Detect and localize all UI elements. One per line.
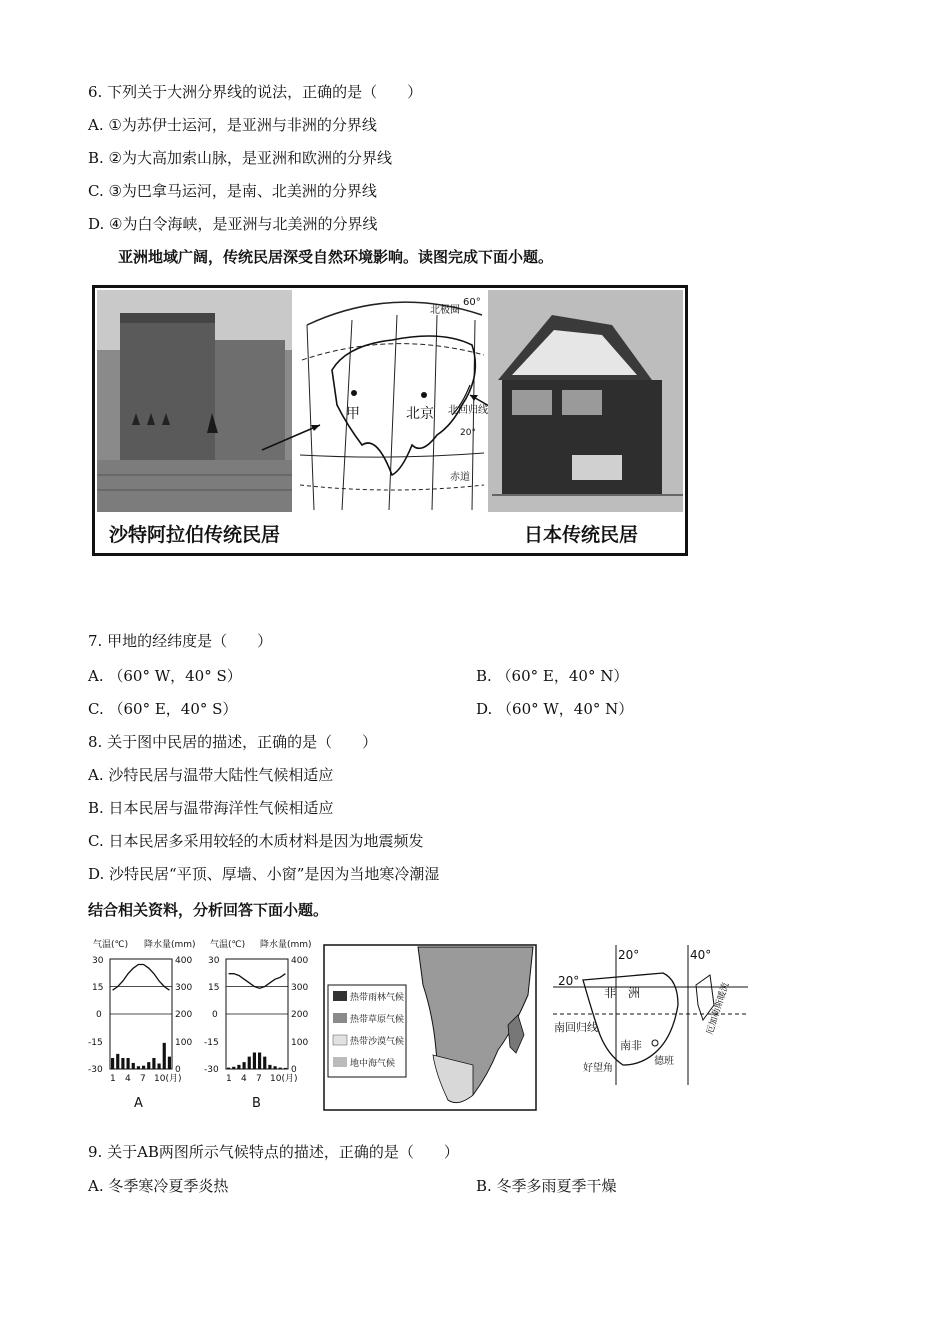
chart-b-precip-bar (253, 1053, 256, 1070)
chart-a-temp-tick: 0 (96, 1010, 102, 1020)
chart-a-precip-bar (127, 1058, 130, 1069)
legend-desert: 热带沙漠气候 (350, 1037, 405, 1047)
chart-b-precip-bar (248, 1057, 251, 1069)
chart-b-month-tick: 4 (241, 1074, 247, 1084)
chart-a-temp-tick: 30 (92, 956, 104, 966)
q8-option-d: D. 沙特民居“平顶、厚墙、小窗”是因为当地寒冷潮湿 (88, 865, 440, 883)
map-lat-20: 20° (460, 428, 476, 438)
q8-option-b: B. 日本民居与温带海洋性气候相适应 (88, 799, 334, 817)
sa-map-cape: 好望角 (583, 1063, 613, 1074)
chart-b-precip-bar (243, 1062, 246, 1069)
chart-a-precip-bar (137, 1066, 140, 1069)
south-africa-map (553, 945, 748, 1085)
q6-option-a: A. ①为苏伊士运河，是亚洲与非洲的分界线 (88, 116, 377, 134)
chart-b-precip-tick: 300 (291, 983, 309, 993)
chart-b-precip-bar (268, 1065, 271, 1069)
sa-map-south-africa: 南非 (620, 1039, 642, 1052)
q8-stem: 8. 关于图中民居的描述，正确的是（ ） (88, 733, 378, 751)
chart-b-precip-bar (232, 1067, 235, 1069)
q9-stem: 9. 关于AB两图所示气候特点的描述，正确的是（ ） (88, 1143, 459, 1161)
chart-a-precip-tick: 200 (175, 1010, 193, 1020)
japan-house-photo (488, 290, 683, 512)
chart-b-precip-bar (274, 1066, 277, 1069)
q8-option-a: A. 沙特民居与温带大陆性气候相适应 (88, 766, 334, 784)
chart-b-precip-tick: 200 (291, 1010, 309, 1020)
saudi-caption: 沙特阿拉伯传统民居 (109, 524, 281, 546)
sa-map-durban: 德班 (654, 1056, 674, 1067)
chart-b-precip-bar (258, 1053, 261, 1070)
legend-swatch-rainforest (333, 991, 347, 1001)
asia-dwellings-figure (92, 285, 688, 557)
sa-map-tropic-capricorn: 南回归线 (554, 1021, 598, 1034)
chart-a-precip-bar (111, 1058, 114, 1069)
chart-a-label: A (134, 1096, 143, 1111)
q6-option-c: C. ③为巴拿马运河，是南、北美洲的分界线 (88, 182, 377, 200)
chart-a-precip-bar (152, 1058, 155, 1069)
map-lat-60: 60° (463, 297, 481, 308)
map-tropic-cancer: 北回归线 (448, 405, 488, 416)
japan-caption: 日本传统民居 (524, 524, 639, 546)
chart-a-precip-bar (163, 1043, 166, 1069)
climate-figure (88, 935, 758, 1115)
legend-savanna: 热带草原气候 (350, 1015, 405, 1025)
chart-a-month-tick: 7 (140, 1074, 146, 1084)
map-label-beijing: 北京 (406, 406, 434, 422)
chart-a-temp-tick: -30 (88, 1065, 103, 1075)
chart-b-label: B (252, 1096, 261, 1111)
intro-asia: 亚洲地域广阔，传统民居深受自然环境影响。读图完成下面小题。 (118, 248, 554, 266)
chart-b-month-tick: 7 (256, 1074, 262, 1084)
legend-swatch-savanna (333, 1013, 347, 1023)
chart-a-precip-tick: 400 (175, 956, 193, 966)
map-label-jia: 甲 (346, 406, 360, 422)
sa-map-lat-20: 20° (558, 974, 580, 988)
chart-b-month-tick: 10(月) (270, 1074, 298, 1084)
chart-b-precip-axis-label: 降水量(mm) (260, 940, 312, 950)
chart-b-month-tick: 1 (226, 1074, 232, 1084)
chart-a-month-tick: 1 (110, 1074, 116, 1084)
q9-option-b: B. 冬季多雨夏季干燥 (476, 1177, 617, 1195)
chart-b-temp-axis-label: 气温(℃) (210, 940, 246, 950)
intro-climate: 结合相关资料，分析回答下面小题。 (88, 901, 329, 919)
q6-option-b: B. ②为大高加索山脉，是亚洲和欧洲的分界线 (88, 149, 393, 167)
sa-map-africa: 非 洲 (604, 986, 641, 1000)
saudi-house-photo (97, 290, 292, 512)
chart-b-precip-tick: 400 (291, 956, 309, 966)
chart-a-month-tick: 10(月) (154, 1074, 182, 1084)
chart-b-precip-bar (284, 1068, 287, 1069)
q7-stem: 7. 甲地的经纬度是（ ） (88, 632, 273, 650)
sa-map-lon-40: 40° (690, 948, 712, 962)
chart-a-precip-bar (168, 1057, 171, 1069)
legend-rainforest: 热带雨林气候 (350, 993, 405, 1003)
asia-dwellings-svg (92, 285, 688, 557)
chart-a-temp-tick: 15 (92, 983, 104, 993)
legend-mediterranean: 地中海气候 (350, 1059, 396, 1069)
chart-b-precip-tick: 0 (291, 1065, 297, 1075)
chart-b-temp-tick: -15 (204, 1038, 219, 1048)
chart-a-precip-axis-label: 降水量(mm) (144, 940, 196, 950)
chart-b-precip-bar (279, 1068, 282, 1069)
chart-a-precip-bar (158, 1064, 161, 1070)
chart-a-month-tick: 4 (125, 1074, 131, 1084)
q7-option-d: D. （60° W，40° N） (476, 700, 634, 718)
chart-a-temp-tick: -15 (88, 1038, 103, 1048)
sa-map-lon-20: 20° (618, 948, 640, 962)
chart-b-temp-tick: 30 (208, 956, 220, 966)
map-arctic-circle: 北极圈 (430, 305, 460, 316)
legend-swatch-mediterranean (333, 1057, 347, 1067)
map-equator: 赤道 (450, 472, 470, 483)
chart-b-temp-tick: -30 (204, 1065, 219, 1075)
q9-option-a: A. 冬季寒冷夏季炎热 (88, 1177, 229, 1195)
chart-b-temp-tick: 15 (208, 983, 220, 993)
chart-b-precip-tick: 100 (291, 1038, 309, 1048)
q7-option-b: B. （60° E，40° N） (476, 667, 629, 685)
climate-chart-b (204, 938, 312, 1111)
chart-a-precip-tick: 0 (175, 1065, 181, 1075)
chart-a-precip-bar (121, 1058, 124, 1069)
chart-b-marks (226, 974, 288, 1069)
asia-map (262, 290, 522, 536)
q8-option-c: C. 日本民居多采用较轻的木质材料是因为地震频发 (88, 832, 424, 850)
chart-b-temp-tick: 0 (212, 1010, 218, 1020)
climate-figure-svg (88, 935, 758, 1115)
chart-b-precip-bar (227, 1068, 230, 1069)
chart-a-marks (110, 965, 172, 1070)
chart-b-precip-bar (237, 1065, 240, 1069)
chart-a-temp-axis-label: 气温(℃) (93, 940, 129, 950)
legend-swatch-desert (333, 1035, 347, 1045)
chart-a-precip-bar (147, 1062, 150, 1069)
chart-a-precip-bar (116, 1054, 119, 1069)
q7-option-c: C. （60° E，40° S） (88, 700, 238, 718)
chart-a-precip-bar (132, 1063, 135, 1069)
chart-a-precip-tick: 300 (175, 983, 193, 993)
chart-a-precip-tick: 100 (175, 1038, 193, 1048)
chart-b-precip-bar (263, 1057, 266, 1069)
sa-map-current: 厄加勒斯暖流 (705, 981, 732, 1036)
chart-a-precip-bar (142, 1066, 145, 1069)
q7-option-a: A. （60° W，40° S） (88, 667, 242, 685)
q6-stem: 6. 下列关于大洲分界线的说法，正确的是（ ） (88, 83, 423, 101)
q6-option-d: D. ④为白令海峡，是亚洲与北美洲的分界线 (88, 215, 378, 233)
africa-climate-map (324, 945, 536, 1110)
